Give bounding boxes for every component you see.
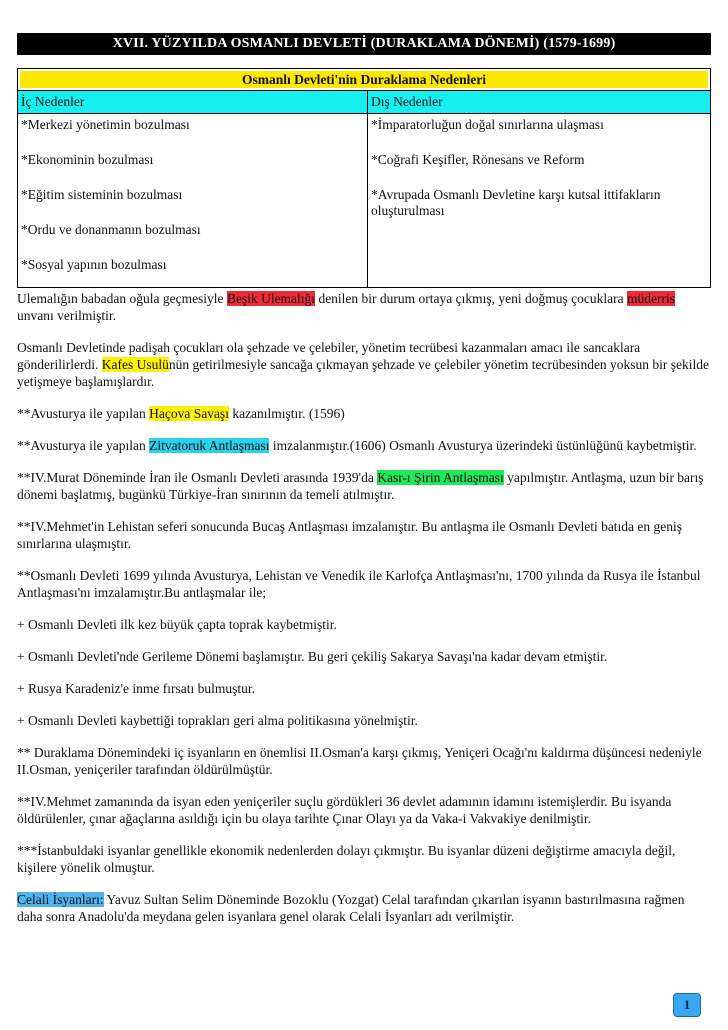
text-span: yapılmıştır. Antlaşma, uzun bir barış dönemi başlatmış, bugünkü Türkiye-İran sınırının da temeli atılmıştır. bbox=[17, 470, 704, 502]
list-item: *Sosyal yapının bozulması bbox=[21, 257, 167, 272]
list-item: *Eğitim sisteminin bozulması bbox=[21, 187, 183, 202]
text-span: imzalanmıştır.(1606) Osmanlı Avusturya üzerindeki üstünlüğünü kaybetmiştir. bbox=[269, 438, 697, 453]
paragraph-bullet: + Osmanlı Devleti'nde Gerileme Dönemi başlamıştır. Bu geri çekiliş Sakarya Savaşı'na kadar devam etmiştir. bbox=[17, 649, 608, 664]
text-span: denilen bir durum ortaya çıkmış, yeni doğmuş çocuklara bbox=[315, 291, 627, 306]
paragraph-bucas: **IV.Mehmet'in Lehistan seferi sonucunda Bucaş Antlaşması imzalanıştır. Bu antlaşma ile Osmanlı Devleti batıda en geniş sınırlarına ulaşmıştır. bbox=[17, 519, 683, 551]
paragraph-besik-ulemaligi bbox=[17, 290, 713, 324]
text-span: **Avusturya ile yapılan bbox=[17, 438, 150, 453]
list-item: *Coğrafi Keşifler, Rönesans ve Reform bbox=[371, 152, 585, 167]
text-span: unvanı verilmiştir. bbox=[17, 308, 116, 323]
column-header-inner: İç Nedenler bbox=[18, 91, 368, 114]
paragraph-bullet: + Osmanlı Devleti kaybettiği toprakları geri alma politikasına yönelmiştir. bbox=[17, 713, 418, 728]
paragraph-cinar-olayi: **IV.Mehmet zamanında da isyan eden yeniçeriler suçlu gördükleri 36 devlet adamının idamını istemişlerdir. Bu isyanda öldürülenler, çınar ağaçlarına asıldığı için bu olaya tarihte Çınar Olayı ya da Vaka-i Vakvakiye denilmiştir. bbox=[17, 794, 672, 826]
page-number-badge: 1 bbox=[673, 993, 701, 1017]
document-body bbox=[17, 290, 713, 940]
paragraph-celali bbox=[17, 891, 713, 925]
paragraph-istanbul-isyanlari: ***İstanbuldaki isyanlar genellikle ekonomik nedenlerden dolayı çıkmıştır. Bu isyanlar düzeni değiştirme amacıyla değil, kişilere yönelik olmuştur. bbox=[17, 843, 676, 875]
text-span: **IV.Murat Döneminde İran ile Osmanlı Devleti arasında 1939'da bbox=[17, 470, 378, 485]
text-span: Yavuz Sultan Selim Döneminde Bozoklu (Yozgat) Celal tarafından çıkarılan isyanın bastırılmasına rağmen daha sonra Anadolu'da meydana gelen isyanlara genel olarak Celali İsyanları adı verilmiştir. bbox=[17, 892, 685, 924]
list-item: *Avrupada Osmanlı Devletine karşı kutsal ittifakların oluşturulması bbox=[371, 187, 661, 218]
paragraph-bullet: + Rusya Karadeniz'e inme fırsatı bulmuştur. bbox=[17, 681, 255, 696]
list-item: *İmparatorluğun doğal sınırlarına ulaşması bbox=[371, 117, 604, 132]
table-header: Osmanlı Devleti'nin Duraklama Nedenleri bbox=[20, 71, 708, 88]
highlight-term: Kasr-ı Şirin Antlaşması bbox=[377, 470, 504, 485]
highlight-term: Kafes Usulü bbox=[101, 357, 169, 372]
list-item: *Ekonominin bozulması bbox=[21, 152, 154, 167]
highlight-term: Haçova Savaşı bbox=[149, 406, 229, 421]
paragraph-kasr-i-sirin bbox=[17, 469, 713, 503]
page-title: XVII. YÜZYILDA OSMANLI DEVLETİ (DURAKLAMA DÖNEMİ) (1579-1699) bbox=[17, 33, 711, 55]
column-header-outer: Dış Nedenler bbox=[368, 91, 711, 114]
outer-causes-list bbox=[368, 114, 711, 288]
highlight-term: Celali İsyanları: bbox=[17, 892, 104, 907]
paragraph-kafes-usulu bbox=[17, 339, 713, 390]
paragraph-hacova bbox=[17, 405, 713, 422]
paragraph-karlofca: **Osmanlı Devleti 1699 yılında Avusturya, Lehistan ve Venedik ile Karlofça Antlaşması'nı, 1700 yılında da Rusya ile İstanbul Antlaşması'nı imzalamıştır.Bu antlaşmalar ile; bbox=[17, 568, 701, 600]
text-span: nün getirilmesiyle sancağa çıkmayan şehzade ve çelebiler yönetim tecrübesinden yoksun bir şekilde yetişmeye başlamışlardır. bbox=[17, 357, 710, 389]
text-span: Ulemalığın babadan oğula geçmesiyle bbox=[17, 291, 227, 306]
list-item: *Ordu ve donanmanın bozulması bbox=[21, 222, 201, 237]
highlight-term: Beşik Ulemalığı bbox=[226, 291, 316, 306]
list-item: *Merkezi yönetimin bozulması bbox=[21, 117, 190, 132]
inner-causes-list bbox=[18, 114, 368, 288]
text-span: **Avusturya ile yapılan bbox=[17, 406, 150, 421]
text-span: kazanılmıştır. (1596) bbox=[228, 406, 345, 421]
text-span: Osmanlı Devletinde padişah çocukları ola şehzade ve çelebiler, yönetim tecrübesi kazanmaları amacı ile sancaklara gönderilirlerdi. bbox=[17, 340, 641, 372]
paragraph-ii-osman: ** Duraklama Dönemindeki iç isyanların en önemlisi II.Osman'a karşı çıkmış, Yeniçeri Ocağı'nı kaldırma düşüncesi nedeniyle II.Osman, yeniçeriler tarafından öldürülmüştür. bbox=[17, 745, 702, 777]
highlight-term: Zitvatoruk Antlaşması bbox=[149, 438, 270, 453]
table-header-cell bbox=[18, 69, 711, 91]
paragraph-zitvatoruk bbox=[17, 437, 713, 454]
causes-table bbox=[17, 68, 711, 288]
highlight-term: müderris bbox=[626, 291, 675, 306]
paragraph-bullet: + Osmanlı Devleti ilk kez büyük çapta toprak kaybetmiştir. bbox=[17, 617, 337, 632]
